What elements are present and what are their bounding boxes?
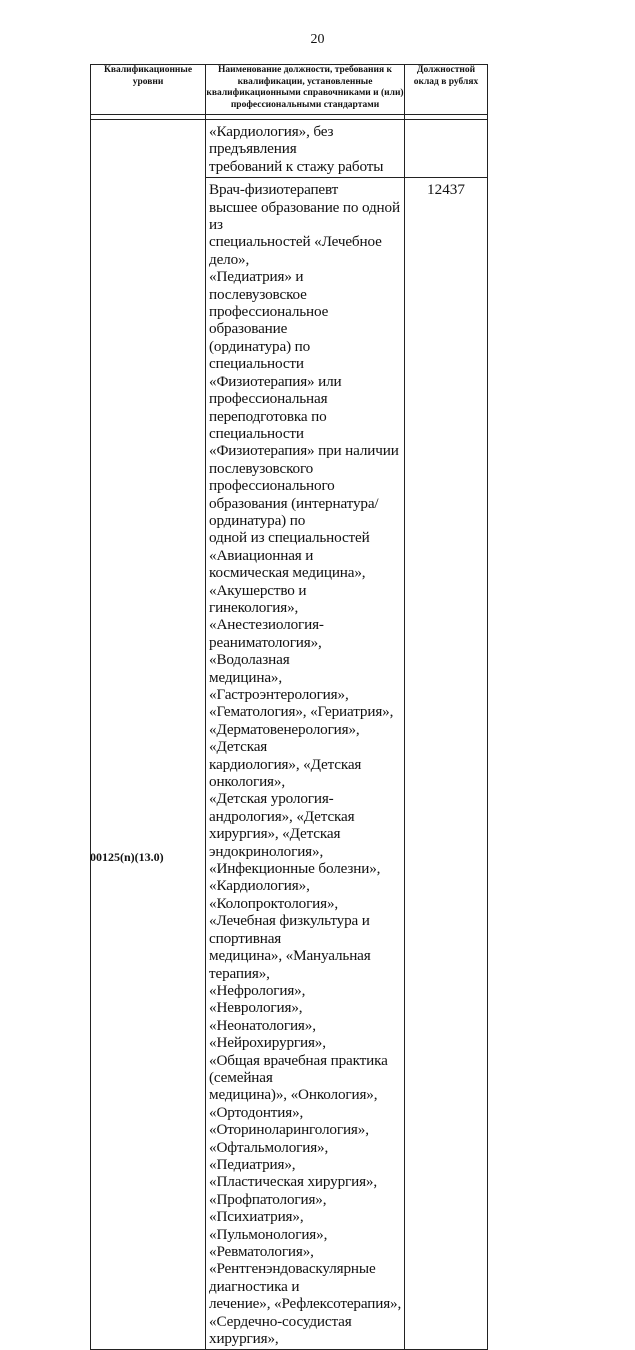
salary-cell [405,120,488,178]
qualification-level-cell [91,120,206,1350]
salary-value: 12437 [427,181,465,199]
qualification-table [90,64,488,1350]
header-qualification-levels: Квалификационные уровни [91,65,206,115]
description-cell [206,120,405,178]
salary-value [405,120,487,123]
table-row [91,120,488,178]
table-header-row [91,65,488,115]
header-salary: Должностной оклад в рублях [405,65,488,115]
document-code: 00125(n)(13.0) [90,850,164,864]
page-number: 20 [310,32,325,47]
header-position-requirements: Наименование должности, требования к квалификации, установленные квалификационными справочниками и (или) профессиональными стандартами [206,65,405,115]
position-description: «Кардиология», без предъявления требований к стажу работы [209,123,384,175]
description-cell [206,178,405,1350]
position-description: Врач-физиотерапевт высшее образование по одной из специальностей «Лечебное дело», «Педиатрия» и послевузовское профессиональное образование (ординатура) по специальности «Физиотерапия» или профессиональная переподготовка по специальности «Физиотерапия» при наличии послевузовского профессионального образования (интернатура/ординатура) по одной из специальностей «Авиационная и космическая медицина», «Акушерство и гинекология», «Анестезиология- реаниматология», «Водолазная медицина», «Гастроэнтерология», «Гематология», «Гериатрия», «Дерматовенерология», «Детская кардиология», «Детская онкология», «Детская урология-андрология», «Детская хирургия», «Детская эндокринология», «Инфекционные болезни», «Кардиология», «Колопроктология», «Лечебная физкультура и спортивная медицина», «Мануальная терапия», «Нефрология», «Неврология», «Неонатология», «Нейрохирургия», «Общая врачебная практика (семейная медицина)», «Онкология», «Ортодонтия», «Оториноларингология», «Офтальмология», «Педиатрия», «Пластическая хирургия», «Профпатология», «Психиатрия», «Пульмонология», «Ревматология», «Рентгенэндоваскулярные диагностика и лечение», «Рефлексотерапия», «Сердечно-сосудистая хирургия», [209,181,402,1348]
salary-cell [405,178,488,1350]
